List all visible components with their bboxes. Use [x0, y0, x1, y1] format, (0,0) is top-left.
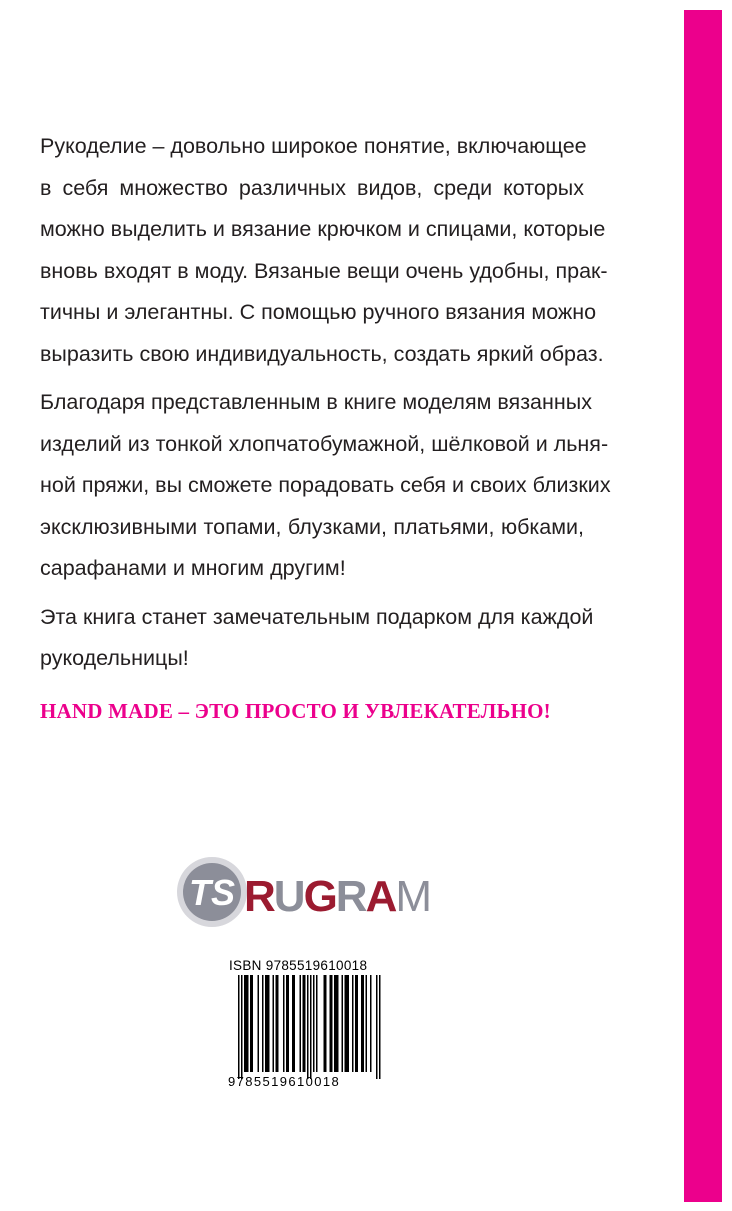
barcode-bar	[363, 975, 365, 1072]
barcode-bar	[342, 975, 344, 1072]
barcode-bar	[268, 975, 270, 1072]
text-line: Благодаря представленным в книге моделям вязанных	[40, 390, 592, 414]
back-cover-description	[40, 126, 611, 687]
text-line: ной пряжи, вы сможете порадовать себя и своих близких	[40, 473, 611, 497]
text-line: рукодельницы!	[40, 646, 189, 670]
barcode-bar	[370, 975, 372, 1072]
svg-text:RUGRAM: RUGRAM	[244, 872, 431, 921]
logo-mark-text: TS	[188, 872, 236, 913]
barcode-bar	[307, 975, 309, 1079]
text-line: тичны и элегантны. С помощью ручного вязания можно	[40, 300, 597, 324]
barcode-bar	[330, 975, 332, 1072]
barcode-bar	[352, 975, 354, 1072]
barcode-bar	[241, 975, 243, 1079]
barcode-bar	[238, 975, 240, 1079]
text-line: вновь входят в моду. Вязаные вещи очень удобны, прак-	[40, 258, 608, 283]
barcode-bar	[288, 975, 290, 1072]
barcode-bar	[355, 975, 357, 1072]
barcode-bar	[246, 975, 248, 1072]
barcode-bar	[345, 975, 347, 1072]
text-line: сарафанами и многим другим!	[40, 556, 346, 580]
barcode-bar	[292, 975, 294, 1072]
barcode-bar	[337, 975, 339, 1072]
barcode-bar	[376, 975, 378, 1079]
text-line: в себя множество различных видов, среди которых	[40, 175, 584, 200]
barcode-bar	[325, 975, 327, 1072]
barcode-bar	[316, 975, 318, 1072]
text-line: можно выделить и вязание крючком и спицами, которые	[40, 217, 606, 241]
barcode-bar	[310, 975, 312, 1079]
barcode-bar	[277, 975, 279, 1072]
barcode-bar	[336, 975, 338, 1072]
ts-emblem-icon	[177, 857, 247, 927]
paragraph-2	[40, 382, 611, 590]
barcode-bar	[346, 975, 348, 1072]
barcode-bar	[267, 975, 269, 1072]
barcode-bar	[265, 975, 267, 1072]
barcode-bar	[273, 975, 275, 1072]
isbn-label: ISBN 9785519610018	[229, 958, 368, 973]
isbn-barcode	[226, 975, 386, 1090]
barcode-bar	[334, 975, 336, 1072]
barcode-bar	[252, 975, 254, 1072]
barcode-bar	[286, 975, 288, 1072]
barcode-bar	[300, 975, 302, 1072]
barcode-bar	[276, 975, 278, 1072]
barcode-bar	[244, 975, 246, 1072]
paragraph-3	[40, 597, 594, 680]
magenta-spine-bar	[684, 10, 722, 1202]
barcode-bar	[250, 975, 252, 1072]
barcode-digits: 9785519610018	[228, 1074, 341, 1089]
barcode-bar	[366, 975, 368, 1072]
barcode-bar	[331, 975, 333, 1072]
text-line: Рукоделие – довольно широкое понятие, включающее	[40, 134, 587, 158]
rugram-publisher-logo	[174, 853, 431, 931]
paragraph-1	[40, 126, 608, 375]
barcode-bar	[361, 975, 363, 1072]
barcode-bar	[324, 975, 326, 1072]
barcode-bar	[262, 975, 264, 1072]
text-line: изделий из тонкой хлопчатобумажной, шёлковой и льня-	[40, 431, 609, 456]
barcode-bar	[303, 975, 305, 1072]
barcode-bar	[357, 975, 359, 1072]
barcode-bar	[348, 975, 350, 1072]
barcode-bar	[304, 975, 306, 1072]
slogan: HAND MADE – ЭТО ПРОСТО И УВЛЕКАТЕЛЬНО!	[40, 699, 551, 723]
barcode-bar	[258, 975, 260, 1072]
barcode-bar	[379, 975, 381, 1079]
text-line: Эта книга станет замечательным подарком для каждой	[40, 604, 594, 629]
barcode-bar	[313, 975, 315, 1072]
barcode-bar	[283, 975, 285, 1072]
text-line: эксклюзивными топами, блузками, платьями, юбками,	[40, 514, 584, 539]
barcode-bar	[294, 975, 296, 1072]
text-line: выразить свою индивидуальность, создать яркий образ.	[40, 341, 604, 366]
barcode-bar	[247, 975, 249, 1072]
